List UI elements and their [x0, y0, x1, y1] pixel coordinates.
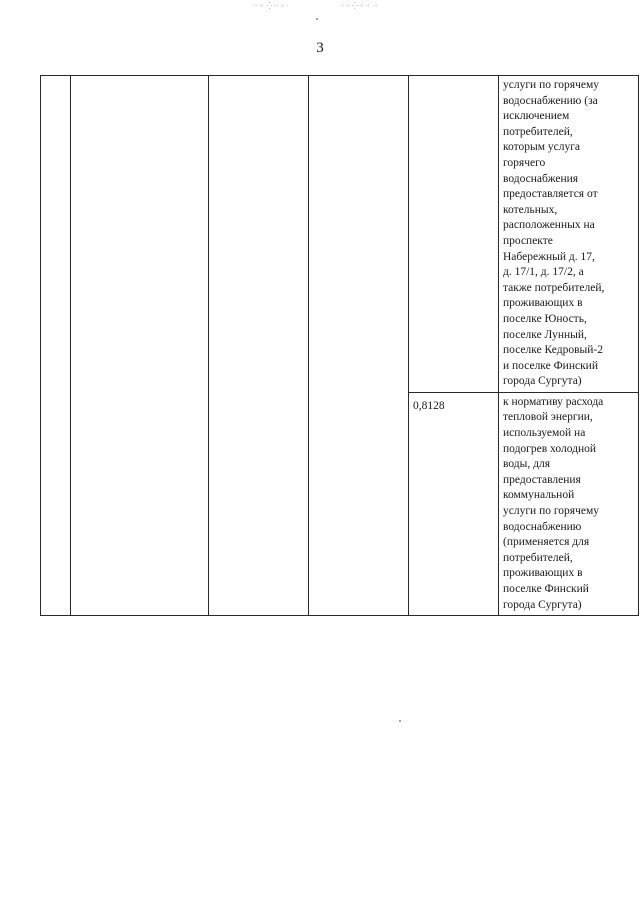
- coefficient-description: услуги по горячему водоснабжению (за исключением потребителей, которым услуга горячего водоснабжения предоставляется от котельных, расположенных на проспекте Набережный д. 17, д. 17/1, д. 17/2, а также потребителей, проживающих в поселке Юность, поселке Лунный, поселке Кедровый-2 и поселке Финский города Сургута): [503, 79, 605, 388]
- scan-speck: [399, 720, 401, 722]
- table-cell-organization: [209, 76, 309, 616]
- scan-speck: [316, 18, 318, 20]
- table-cell-description: [499, 392, 639, 615]
- coefficient-description: к нормативу расхода тепловой энергии, используемой на подогрев холодной воды, для предоставления коммунальной услуги по горячему водоснабжению (применяется для потребителей, проживающих в поселке Финский города Сургута): [503, 395, 604, 611]
- scan-artifact: ⁖⁘⁛⁘⁖ ⁘: [340, 2, 381, 10]
- table-cell-number: [41, 76, 71, 616]
- table-cell-description: [499, 76, 639, 393]
- table-cell-value: [409, 392, 499, 615]
- coefficient-value: 0,8128: [413, 399, 445, 412]
- table-cell-category: [71, 76, 209, 616]
- tariff-table: [40, 75, 639, 616]
- scan-artifact: ⁘⁖ ⁛⁘⁖: [252, 2, 286, 10]
- table-cell-value: [409, 76, 499, 393]
- page-number: 3: [316, 40, 324, 56]
- table-row: [41, 76, 639, 393]
- table-cell-indicator: [309, 76, 409, 616]
